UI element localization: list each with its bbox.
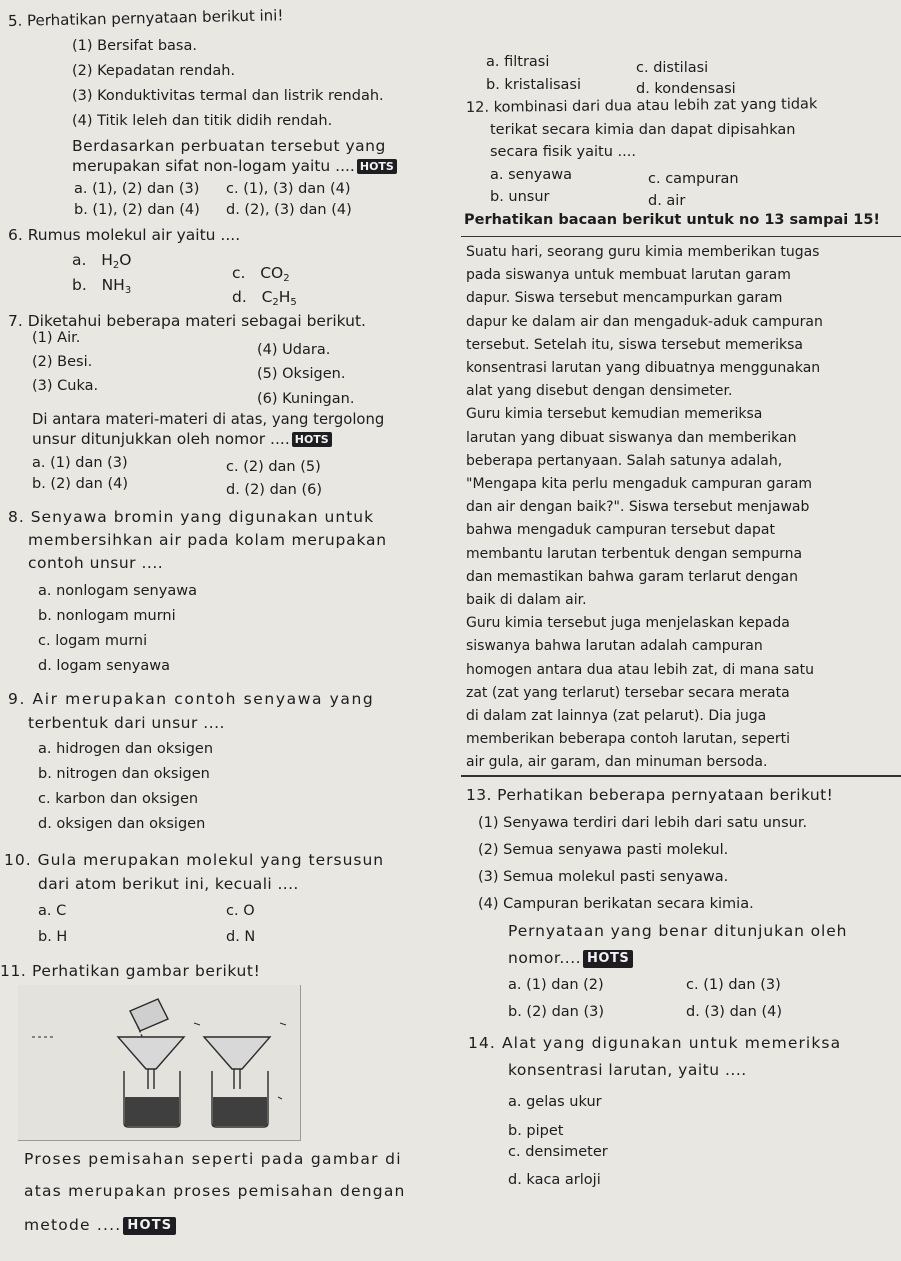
list-item: (6) Kuningan. [257, 391, 355, 407]
filtration-apparatus-icon [18, 985, 300, 1140]
option-b[interactable]: b. kristalisasi [486, 77, 582, 93]
question-title: 13. Perhatikan beberapa pernyataan berikut! [466, 786, 834, 804]
hots-badge: HOTS [357, 159, 397, 174]
option-d[interactable]: d. kondensasi [636, 81, 736, 97]
question-stem: 10. Gula merupakan molekul yang tersusun [4, 851, 385, 869]
reading-line: siswanya bahwa larutan adalah campuran [466, 638, 763, 655]
option-a[interactable]: a. nonlogam senyawa [38, 583, 197, 599]
option-b[interactable]: b. unsur [490, 189, 550, 205]
option-b[interactable]: b. nitrogen dan oksigen [38, 766, 210, 782]
option-d[interactable]: d. kaca arloji [508, 1172, 601, 1188]
question-stem: merupakan sifat non-logam yaitu .... HOTS [72, 157, 397, 176]
question-title: 11. Perhatikan gambar berikut! [0, 962, 261, 980]
question-stem: terikat secara kimia dan dapat dipisahkan [490, 122, 796, 138]
list-item: (1) Air. [32, 330, 81, 346]
reading-line: "Mengapa kita perlu mengaduk campuran garam [466, 476, 813, 492]
option-c[interactable]: c. (1) dan (3) [686, 977, 781, 993]
list-item: (5) Oksigen. [257, 366, 346, 382]
option-b[interactable]: b. (2) dan (4) [32, 476, 128, 492]
option-d[interactable]: d. logam senyawa [38, 658, 171, 674]
option-a[interactable]: a. (1), (2) dan (3) [74, 181, 200, 197]
option-d[interactable]: d. $C_2H_5$ [232, 288, 297, 308]
reading-line: alat yang disebut dengan densimeter. [466, 383, 733, 400]
question-stem: 9. Air merupakan contoh senyawa yang [8, 690, 375, 708]
list-item: (3) Cuka. [32, 378, 99, 394]
list-item: (2) Besi. [32, 354, 93, 370]
hots-badge: HOTS [583, 950, 633, 968]
question-stem: secara fisik yaitu .... [490, 144, 636, 160]
statement: (2) Semua senyawa pasti molekul. [478, 842, 729, 858]
option-a[interactable]: a. gelas ukur [508, 1094, 602, 1110]
reading-line: di dalam zat lainnya (zat pelarut). Dia juga [466, 708, 767, 724]
reading-line: larutan yang dibuat siswanya dan memberikan [466, 429, 797, 446]
question-stem: membersihkan air pada kolam merupakan [28, 531, 387, 549]
question-stem: 8. Senyawa bromin yang digunakan untuk [8, 508, 375, 526]
question-stem: 12. kombinasi dari dua atau lebih zat yang tidak [465, 96, 818, 116]
reading-line: memberikan beberapa contoh larutan, seperti [466, 731, 791, 748]
reading-line: air gula, air garam, dan minuman bersoda. [466, 754, 768, 771]
option-c[interactable]: c. logam murni [38, 633, 148, 649]
reading-line: beberapa pertanyaan. Salah satunya adalah, [466, 452, 783, 469]
question-stem: Berdasarkan perbuatan tersebut yang [72, 137, 386, 155]
option-c[interactable]: c. karbon dan oksigen [38, 791, 199, 807]
question-stem: nomor.... HOTS [508, 949, 633, 968]
option-c[interactable]: c. (1), (3) dan (4) [226, 181, 351, 197]
question-title: 6. Rumus molekul air yaitu .... [8, 226, 241, 244]
option-c[interactable]: c. campuran [648, 171, 739, 187]
list-item: (4) Udara. [257, 342, 331, 358]
option-b[interactable]: b. pipet [508, 1123, 564, 1139]
option-a[interactable]: a. C [38, 903, 67, 919]
reading-line: dapur ke dalam air dan mengaduk-aduk campuran [466, 313, 823, 330]
reading-line: dapur. Siswa tersebut mencampurkan garam [466, 290, 783, 307]
question-stem: 14. Alat yang digunakan untuk memeriksa [468, 1034, 842, 1052]
question-stem: unsur ditunjukkan oleh nomor .... HOTS [32, 430, 332, 449]
option-b[interactable]: b. H [38, 929, 68, 945]
option-b[interactable]: b. nonlogam murni [38, 608, 176, 624]
reading-line: konsentrasi larutan yang dibuatnya menggunakan [466, 360, 821, 376]
statement: (1) Bersifat basa. [72, 38, 197, 54]
reading-line: pada siswanya untuk membuat larutan garam [466, 267, 791, 284]
option-d[interactable]: d. (2) dan (6) [226, 482, 322, 498]
option-d[interactable]: d. (2), (3) dan (4) [226, 202, 352, 218]
reading-line: Suatu hari, seorang guru kimia memberikan tugas [466, 244, 820, 260]
question-title: 7. Diketahui beberapa materi sebagai berikut. [8, 312, 366, 330]
option-a[interactable]: a. filtrasi [486, 54, 550, 70]
reading-line: zat (zat yang terlarut) tersebar secara merata [466, 684, 790, 701]
reading-line: dan air dengan baik?". Siswa tersebut menjawab [466, 499, 810, 516]
statement: (2) Kepadatan rendah. [72, 63, 236, 79]
reading-heading: Perhatikan bacaan berikut untuk no 13 sampai 15! [464, 212, 881, 228]
option-c[interactable]: c. O [226, 903, 255, 919]
question-stem: Di antara materi-materi di atas, yang tergolong [32, 411, 385, 428]
option-c[interactable]: c. densimeter [508, 1144, 608, 1160]
reading-line: membantu larutan terbentuk dengan sempurna [466, 545, 803, 562]
option-a[interactable]: a. (1) dan (2) [508, 977, 604, 993]
reading-line: tersebut. Setelah itu, siswa tersebut memeriksa [466, 336, 804, 353]
option-c[interactable]: c. $CO_2$ [232, 264, 290, 284]
option-a[interactable]: a. $H_2O$ [72, 251, 132, 271]
reading-line: dan memastikan bahwa garam terlarut dengan [466, 568, 799, 585]
statement: (4) Campuran berikatan secara kimia. [478, 896, 754, 912]
statement: (4) Titik leleh dan titik didih rendah. [72, 113, 333, 129]
question-stem: Proses pemisahan seperti pada gambar di [24, 1150, 402, 1168]
option-b[interactable]: b. (2) dan (3) [508, 1004, 604, 1020]
statement: (3) Semua molekul pasti senyawa. [478, 869, 729, 885]
reading-line: homogen antara dua atau lebih zat, di mana satu [466, 661, 815, 678]
question-stem: atas merupakan proses pemisahan dengan [24, 1182, 406, 1200]
option-b[interactable]: b. (1), (2) dan (4) [74, 202, 200, 218]
question-stem: dari atom berikut ini, kecuali .... [38, 875, 299, 893]
reading-line: Guru kimia tersebut juga menjelaskan kepada [466, 615, 790, 632]
question-stem: konsentrasi larutan, yaitu .... [508, 1061, 747, 1079]
option-d[interactable]: d. oksigen dan oksigen [38, 816, 206, 832]
statement: (3) Konduktivitas termal dan listrik rendah. [72, 88, 384, 104]
option-a[interactable]: a. hidrogen dan oksigen [38, 741, 214, 757]
statement: (1) Senyawa terdiri dari lebih dari satu unsur. [478, 815, 808, 831]
option-c[interactable]: c. distilasi [636, 60, 709, 76]
option-d[interactable]: d. air [648, 193, 686, 209]
hots-badge: HOTS [292, 432, 332, 447]
option-d[interactable]: d. N [226, 929, 256, 945]
question-title: 5. Perhatikan pernyataan berikut ini! [7, 6, 284, 30]
option-b[interactable]: b. $NH_3$ [72, 276, 132, 296]
question-stem: terbentuk dari unsur .... [28, 714, 225, 732]
reading-passage [461, 236, 901, 777]
question-stem: metode .... HOTS [24, 1216, 176, 1235]
reading-line: baik di dalam air. [466, 592, 587, 608]
reading-line: bahwa mengaduk campuran tersebut dapat [466, 522, 775, 539]
filtration-figure [18, 985, 301, 1141]
option-a[interactable]: a. (1) dan (3) [32, 455, 128, 471]
option-c[interactable]: c. (2) dan (5) [226, 459, 321, 475]
hots-badge: HOTS [123, 1217, 176, 1235]
option-d[interactable]: d. (3) dan (4) [686, 1004, 782, 1020]
option-a[interactable]: a. senyawa [490, 167, 572, 183]
reading-line: Guru kimia tersebut kemudian memeriksa [466, 406, 763, 423]
question-stem: Pernyataan yang benar ditunjukan oleh [508, 922, 848, 940]
question-stem: contoh unsur .... [28, 554, 164, 572]
